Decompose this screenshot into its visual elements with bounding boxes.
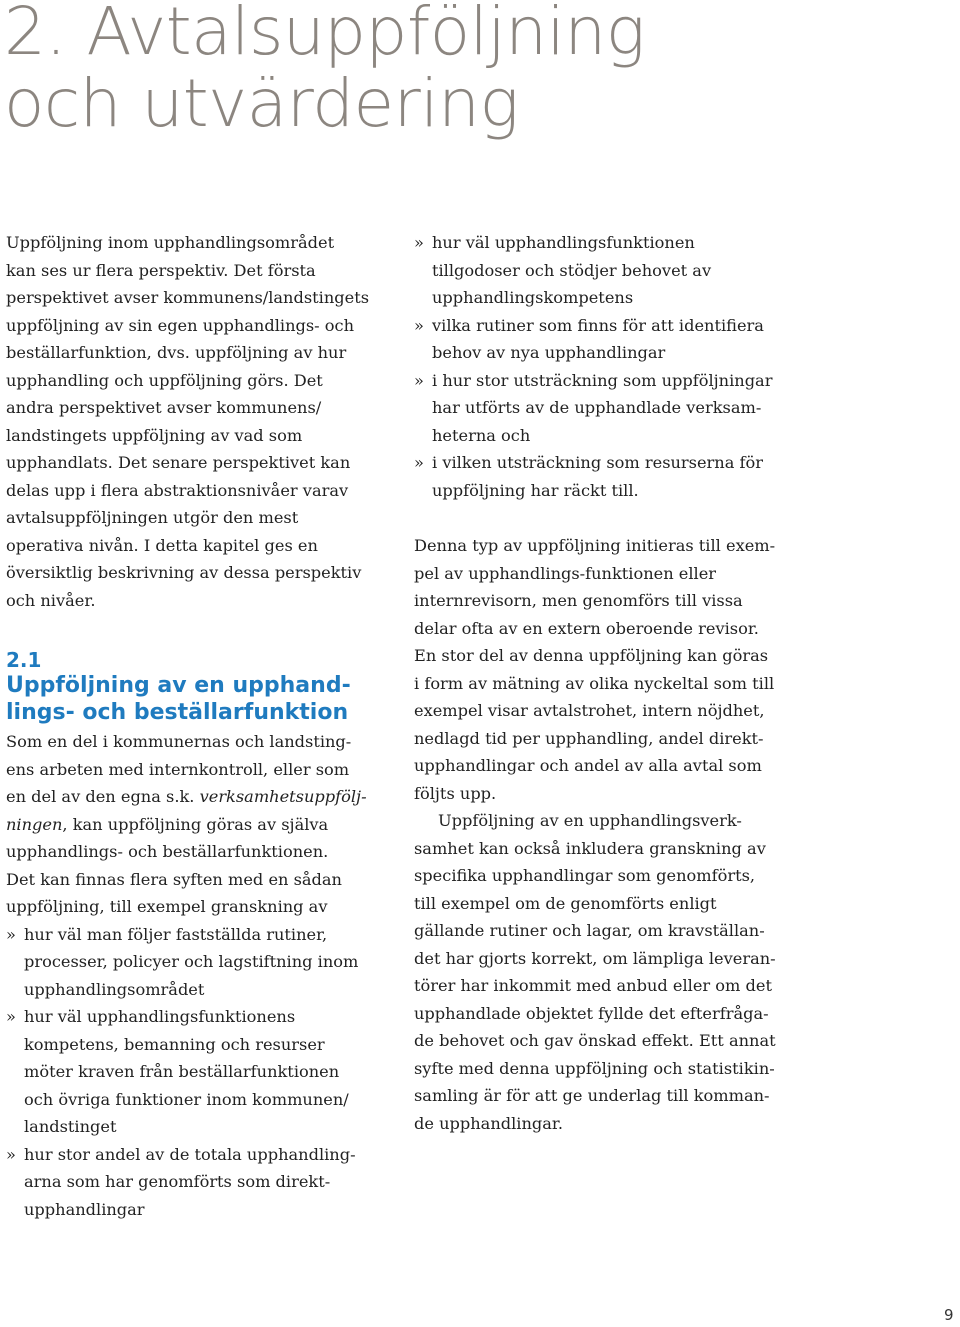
- text-line: landstinget: [24, 1117, 117, 1136]
- text-line: operativa nivån. I detta kapitel ges en: [6, 535, 318, 555]
- text-line: pel av upphandlings-funktionen eller: [414, 563, 717, 583]
- text-line: nedlagd tid per upphandling, andel direkt-: [414, 728, 764, 748]
- text-line: de upphandlingar.: [414, 1113, 563, 1133]
- text-line: och övriga funktioner inom kommunen/: [24, 1089, 349, 1109]
- text-line: uppföljning av sin egen upphandlings- och: [6, 315, 355, 335]
- text-line: processer, policyer och lagstiftning inom: [24, 952, 359, 971]
- purpose-list: [6, 921, 386, 1224]
- text-line: uppföljning, till exempel granskning av: [6, 897, 328, 916]
- left-column: [6, 229, 386, 1223]
- text-line: samling är för att ge underlag till komman-: [414, 1086, 770, 1105]
- text-line: törer har inkommit med anbud eller om det: [414, 976, 772, 995]
- text-line: i form av mätning av olika nyckeltal som till: [414, 673, 775, 693]
- text-segment: , kan uppföljning göras av själva: [62, 814, 329, 834]
- text-line: gällande rutiner och lagar, om kravställan-: [414, 921, 765, 940]
- section-title: [6, 672, 386, 726]
- text-line: upphandlats. Det senare perspektivet kan: [6, 453, 351, 472]
- text-line: hur väl upphandlingsfunktionens: [24, 1007, 296, 1026]
- text-line: [6, 811, 386, 839]
- text-line: hur stor andel av de totala upphandling-: [24, 1144, 356, 1164]
- text-line: tillgodoser och stödjer behovet av: [432, 260, 712, 280]
- text-line: ens arbeten med internkontroll, eller som: [6, 759, 350, 779]
- list-item: [414, 229, 804, 312]
- text-line: kompetens, bemanning och resurser: [24, 1034, 325, 1054]
- text-line: det har gjorts korrekt, om lämpliga leveran-: [414, 948, 776, 968]
- text-line: upphandling och uppföljning görs. Det: [6, 370, 323, 390]
- text-line: upphandlingsområdet: [24, 979, 205, 999]
- text-line: Denna typ av uppföljning initieras till exem-: [414, 536, 776, 555]
- text-line: har utförts av de upphandlade verksam-: [432, 398, 762, 417]
- text-line: översiktlig beskrivning av dessa perspektiv: [6, 563, 362, 582]
- text-line: upphandlingskompetens: [432, 288, 634, 307]
- text-line: följts upp.: [414, 783, 497, 803]
- text-line: arna som har genomförts som direkt-: [24, 1172, 331, 1191]
- text-line: Som en del i kommunernas och landsting-: [6, 732, 352, 751]
- text-line: specifika upphandlingar som genomförts,: [414, 866, 756, 885]
- text-line: upphandlings- och beställarfunktionen.: [6, 842, 329, 861]
- text-line: i hur stor utsträckning som uppföljningar: [432, 370, 773, 390]
- text-line: kan ses ur flera perspektiv. Det första: [6, 260, 316, 280]
- text-line: syfte med denna uppföljning och statistikin-: [414, 1058, 775, 1078]
- chapter-title-line: 2. Avtalsuppföljning: [4, 0, 645, 70]
- text-line: landstingets uppföljning av vad som: [6, 425, 303, 445]
- text-line: i vilken utsträckning som resurserna för: [432, 453, 763, 472]
- continued-purpose-list: [414, 229, 804, 504]
- emphasized-term: ningen: [6, 814, 63, 834]
- text-line: behov av nya upphandlingar: [432, 343, 666, 362]
- bullet-marker: »: [6, 1007, 16, 1026]
- text-line: heterna och: [432, 425, 531, 445]
- text-line: Uppföljning inom upphandlingsområdet: [6, 233, 335, 252]
- bullet-marker: »: [6, 924, 16, 944]
- text-line: exempel visar avtalstrohet, intern nöjdhet,: [414, 701, 765, 720]
- list-item: [6, 1141, 386, 1224]
- text-line: En stor del av denna uppföljning kan göras: [414, 646, 769, 665]
- text-line: de behovet och gav önskad effekt. Ett annat: [414, 1031, 776, 1050]
- page-number: 9: [944, 1306, 954, 1324]
- text-line: hur väl upphandlingsfunktionen: [432, 233, 695, 252]
- text-line: vilka rutiner som finns för att identifiera: [432, 315, 764, 335]
- list-item: [414, 367, 804, 450]
- text-line: möter kraven från beställarfunktionen: [24, 1062, 340, 1081]
- chapter-title: [4, 0, 645, 140]
- text-line: internrevisorn, men genomförs till vissa: [414, 591, 743, 610]
- bullet-marker: »: [414, 315, 424, 335]
- intro-paragraph: [6, 229, 386, 614]
- text-line: hur väl man följer fastställda rutiner,: [24, 924, 328, 944]
- purpose-paragraph: [6, 866, 386, 921]
- text-line: upphandlingar: [24, 1199, 145, 1219]
- bullet-marker: »: [414, 370, 424, 390]
- bullet-marker: »: [414, 453, 424, 472]
- right-column: [414, 229, 804, 1137]
- text-line: upphandlade objektet fyllde det efterfråga-: [414, 1003, 769, 1023]
- text-segment: en del av den egna s.k.: [6, 787, 200, 806]
- section-number: 2.1: [6, 648, 42, 672]
- text-line: delar ofta av en extern oberoende revisor.: [414, 618, 759, 638]
- section-title-line: lings- och beställarfunktion: [6, 700, 349, 725]
- text-line: till exempel om de genomförts enligt: [414, 893, 717, 913]
- method-paragraph: [414, 532, 804, 807]
- bullet-marker: »: [414, 233, 424, 252]
- text-line: perspektivet avser kommunens/landstingets: [6, 288, 370, 307]
- audit-paragraph: [414, 807, 804, 1137]
- chapter-title-line: och utvärdering: [4, 65, 519, 142]
- list-item: [6, 921, 386, 1004]
- text-line: Det kan finnas flera syften med en sådan: [6, 869, 342, 889]
- text-line: upphandlingar och andel av alla avtal som: [414, 756, 762, 775]
- text-line: [6, 783, 386, 811]
- text-line: och nivåer.: [6, 590, 96, 610]
- emphasized-term: verksamhetsuppfölj-: [199, 787, 367, 806]
- text-line: andra perspektivet avser kommunens/: [6, 398, 322, 417]
- section-paragraph: [6, 728, 386, 866]
- list-item: [414, 312, 804, 367]
- text-line: Uppföljning av en upphandlingsverk-: [438, 811, 742, 830]
- paragraph-spacer: [414, 504, 804, 532]
- text-line: uppföljning har räckt till.: [432, 480, 639, 500]
- section-title-line: Uppföljning av en upphand-: [6, 673, 351, 698]
- list-item: [414, 449, 804, 504]
- text-line: samhet kan också inkludera granskning av: [414, 838, 766, 858]
- text-line: avtalsuppföljningen utgör den mest: [6, 508, 299, 527]
- text-line: delas upp i flera abstraktionsnivåer varav: [6, 480, 349, 500]
- bullet-marker: »: [6, 1144, 16, 1164]
- list-item: [6, 1003, 386, 1141]
- text-line: beställarfunktion, dvs. uppföljning av hur: [6, 343, 347, 362]
